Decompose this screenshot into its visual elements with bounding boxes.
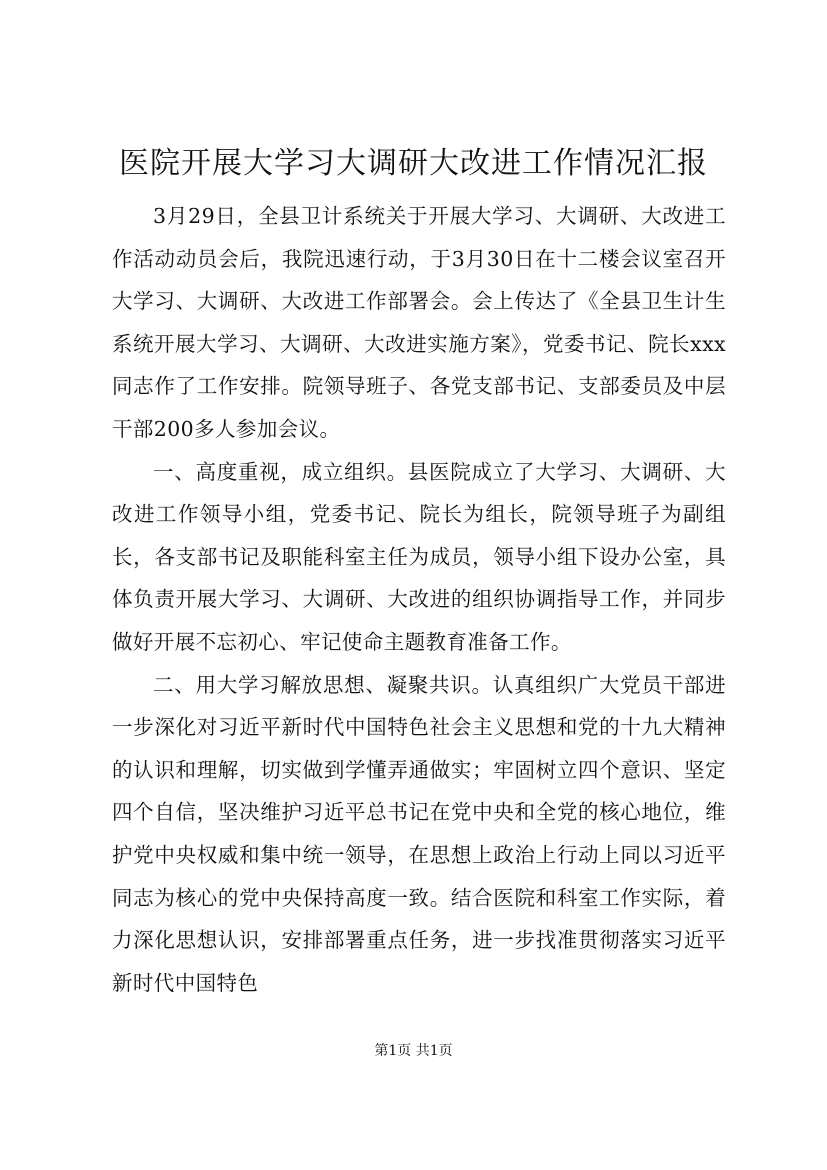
document-title: 医院开展大学习大调研大改进工作情况汇报 — [119, 146, 708, 181]
paragraph-intro: 3月29日，全县卫计系统关于开展大学习、大调研、大改进工作活动动员会后，我院迅速行动，于3月30日在十二楼会议室召开大学习、大调研、大改进工作部署会。会上传达了《全县卫生计生系统开展大学习、大调研、大改进实施方案》，党委书记、院长xxx同志作了工作安排。院领导班子、各党支部书记、支部委员及中层干部200多人参加会议。 — [112, 204, 726, 441]
page-number-footer: 第1页 共1页 — [374, 1043, 453, 1059]
document-body — [112, 195, 726, 1004]
paragraph-section-two: 二、用大学习解放思想、凝聚共识。认真组织广大党员干部进一步深化对习近平新时代中国特色社会主义思想和党的十九大精神的认识和理解，切实做到学懂弄通做实；牢固树立四个意识、坚定四个自信，坚决维护习近平总书记在党中央和全党的核心地位，维护党中央权威和集中统一领导，在思想上政治上行动上同以习近平同志为核心的党中央保持高度一致。结合医院和科室工作实际，着力深化思想认识，安排部署重点任务，进一步找准贯彻落实习近平新时代中国特色 — [112, 672, 726, 995]
paragraph-section-one: 一、高度重视，成立组织。县医院成立了大学习、大调研、大改进工作领导小组，党委书记、院长为组长，院领导班子为副组长，各支部书记及职能科室主任为成员，领导小组下设办公室，具体负责开展大学习、大调研、大改进的组织协调指导工作，并同步做好开展不忘初心、牢记使命主题教育准备工作。 — [112, 459, 726, 654]
